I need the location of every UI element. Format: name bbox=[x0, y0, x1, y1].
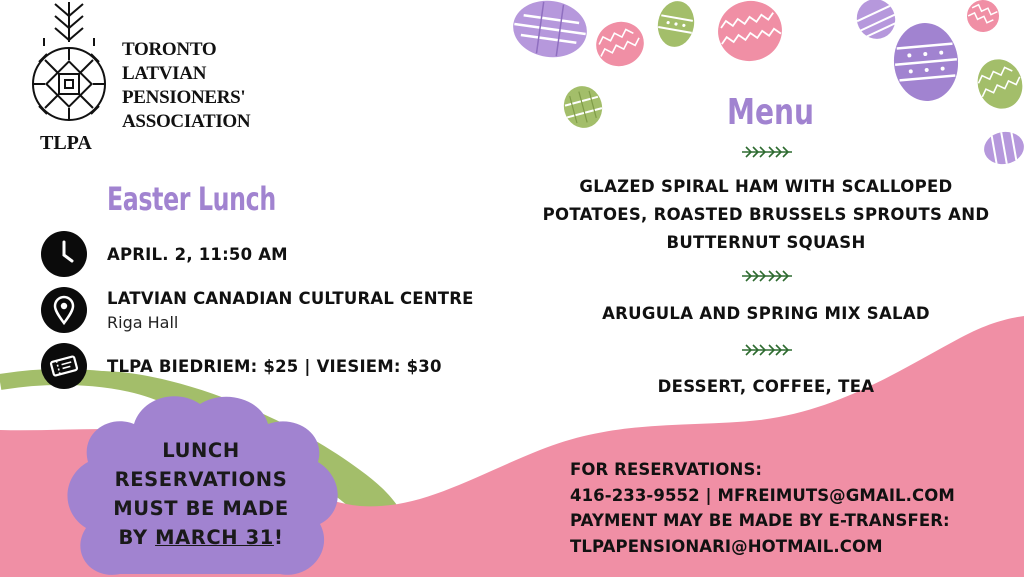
deadline-suffix: ! bbox=[273, 526, 284, 549]
payment-note: PAYMENT MAY BE MADE BY E-TRANSFER: bbox=[570, 511, 950, 530]
latvian-sun-cross-logo bbox=[33, 2, 105, 120]
reservation-deadline-notice bbox=[96, 436, 306, 552]
ticket-icon bbox=[41, 343, 87, 389]
deadline-date: MARCH 31 bbox=[155, 526, 274, 549]
organization-name-line: ASSOCIATION bbox=[122, 111, 251, 132]
menu-item-main-course: GLAZED SPIRAL HAM WITH SCALLOPED POTATOES, ROASTED BRUSSELS SPROUTS AND BUTTERNUT SQUASH bbox=[542, 177, 990, 252]
organization-name-line: LATVIAN bbox=[122, 63, 207, 84]
payment-email: TLPAPENSIONARI@HOTMAIL.COM bbox=[570, 536, 883, 556]
organization-name-line: TORONTO bbox=[122, 39, 217, 60]
event-pricing: TLPA BIEDRIEM: $25 | VIESIEM: $30 bbox=[107, 357, 442, 376]
notice-deadline-line bbox=[96, 523, 306, 552]
notice-line: LUNCH bbox=[162, 439, 240, 462]
green-branch-divider-icon bbox=[741, 343, 793, 357]
deadline-prefix: BY bbox=[118, 526, 148, 549]
event-date-time: APRIL. 2, 11:50 AM bbox=[107, 245, 288, 264]
event-venue-room: Riga Hall bbox=[107, 313, 179, 332]
reservation-contact bbox=[570, 457, 955, 559]
menu-item-dessert: DESSERT, COFFEE, TEA bbox=[657, 377, 875, 396]
notice-line: RESERVATIONS bbox=[114, 468, 288, 491]
menu-item-salad: ARUGULA AND SPRING MIX SALAD bbox=[602, 304, 930, 323]
easter-egg-decorations bbox=[509, 0, 1024, 167]
notice-line: MUST BE MADE bbox=[113, 497, 289, 520]
contact-phone-email: 416-233-9552 | MFREIMUTS@GMAIL.COM bbox=[570, 485, 955, 505]
organization-name bbox=[122, 38, 250, 134]
green-branch-divider-icon bbox=[741, 269, 793, 283]
green-branch-divider-icon bbox=[741, 145, 793, 159]
clock-icon bbox=[41, 231, 87, 277]
organization-abbreviation: TLPA bbox=[40, 132, 92, 154]
location-pin-icon bbox=[41, 287, 87, 333]
contact-heading: FOR RESERVATIONS: bbox=[570, 460, 763, 479]
organization-name-line: PENSIONERS' bbox=[122, 87, 246, 108]
menu-title: Menu bbox=[727, 92, 814, 133]
event-venue: LATVIAN CANADIAN CULTURAL CENTRE bbox=[107, 289, 474, 308]
event-title: Easter Lunch bbox=[107, 180, 276, 218]
